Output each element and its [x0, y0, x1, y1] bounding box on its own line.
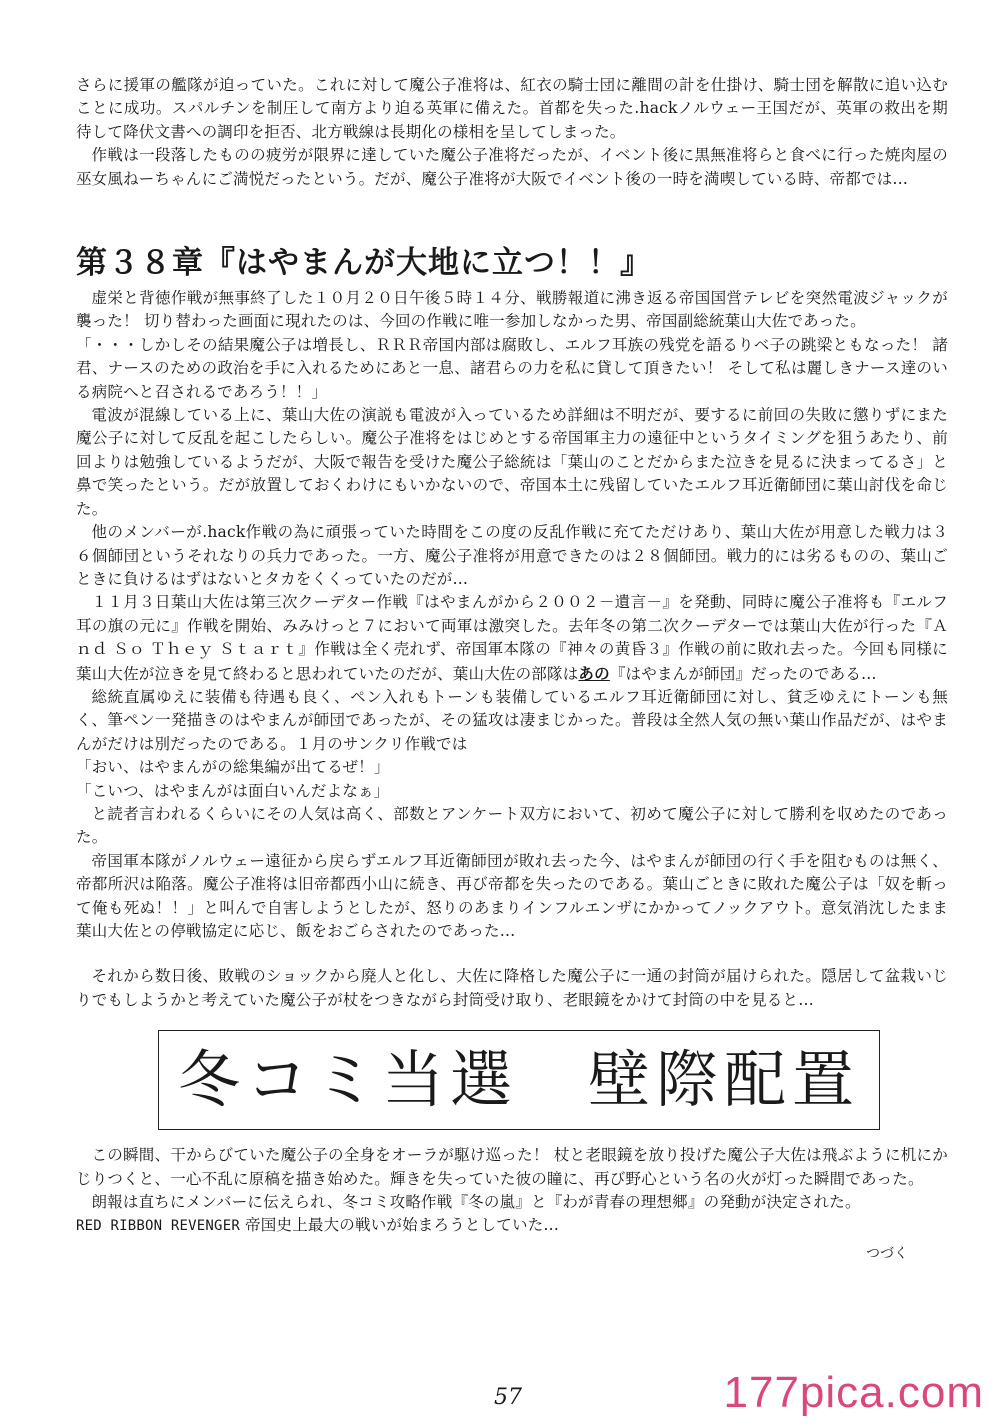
- to-be-continued: つづく: [866, 1245, 908, 1262]
- body-paragraph-2: 電波が混線している上に、葉山大佐の演説も電波が入っているため詳細は不明だが、要するに前回の失敗に懲りずにまた魔公子に対して反乱を起こしたらしい。魔公子准将をはじめとする帝国軍主力の遠征中というタイミングを狙うあたり、前回よりは勉強しているようだが、大阪で報告を受けた魔公子総統は「葉山のことだからまた泣きを見るに決まってるさ」と鼻で笑ったという。だが放置しておくわけにもいかないので、帝国本土に残留していたエルフ耳近衛師団に葉山討伐を命じた。: [76, 406, 948, 518]
- banner-text-right: 壁際配置: [588, 1043, 861, 1117]
- reader-quote-1: 「おい、はやまんがの総集編が出てるぜ！」: [76, 758, 390, 777]
- body-paragraph-4-text: １１月３日葉山大佐は第三次クーデター作戦『はやまんがから２００２－遺言－』を発動、同時に魔公子准将も『エルフ耳の旗の元に』作戦を開始、みみけっと７において両軍は激突した。去年冬の第二次クーデターでは葉山大佐が行った『Ａｎｄ Ｓｏ Ｔｈｅｙ Ｓｔａｒｔ』作戦は全く売れず、帝国軍本隊の『神々の黄昏３』作戦の前に敗れ去った。今回も同様に葉山大佐が泣きを見て終わると思われていたのだが、葉山大佐の部隊は: [76, 593, 948, 683]
- ending-paragraph-3-text: 帝国史上最大の戦いが始まろうとしていた…: [245, 1216, 560, 1235]
- body-paragraph-5: 総統直属ゆえに装備も待遇も良く、ペン入れもトーンも装備しているエルフ耳近衛師団に対し、貧乏ゆえにトーンも無く、筆ペン一発描きのはやまんが師団であったが、その猛攻は凄まじかった。普段は全然人気の無い葉山作品だが、はやまんがだけは別だったのである。１月のサンクリ作戦では: [76, 687, 948, 753]
- body-paragraph-8: それから数日後、敗戦のショックから廃人と化し、大佐に降格した魔公子に一通の封筒が届けられた。隠居して盆栽いじりでもしようかと考えていた魔公子が杖をつきながら封筒受け取り、老眼鏡をかけて封筒の中を見ると…: [76, 967, 948, 1009]
- ending-paragraph-2: 朗報は直ちにメンバーに伝えられ、冬コミ攻略作戦『冬の嵐』と『わが青春の理想郷』の発動が決定された。: [91, 1193, 861, 1212]
- page-number: 57: [494, 1385, 522, 1410]
- emphasis-ano: あの: [578, 663, 610, 683]
- intro-paragraph-1: さらに援軍の艦隊が迫っていた。これに対して魔公子准将は、紅衣の騎士団に離間の計を仕掛け、騎士団を解散に追い込むことに成功。スパルチンを制圧して南方より迫る英軍に備えた。首都を失った.hackノルウェー王国だが、英軍の救出を期待して降伏文書への調印を拒否、北方戦線は長期化の様相を呈してしまった。: [76, 76, 948, 141]
- ending-paragraph-3: [76, 1214, 948, 1238]
- ending-paragraph-1: この瞬間、干からびていた魔公子の全身をオーラが駆け巡った！ 杖と老眼鏡を放り投げた魔公子大佐は飛ぶように机にかじりつくと、一心不乱に原稿を描き始めた。輝きを失っていた彼の瞳に、再び野心という名の火が灯った瞬間であった。: [76, 1146, 948, 1188]
- banner-text-left: 冬コミ当選: [177, 1043, 518, 1117]
- site-watermark: 177pica.com: [723, 1368, 984, 1417]
- announcement-banner: [158, 1030, 880, 1130]
- body-paragraph-7: 帝国軍本隊がノルウェー遠征から戻らずエルフ耳近衛師団が敗れ去った今、はやまんが師団の行く手を阻むものは無く、帝都所沢は陥落。魔公子准将は旧帝都西小山に続き、再び帝都を失ったのである。葉山ごときに敗れた魔公子は「奴を斬って俺も死ぬ！！」と叫んで自害しようとしたが、怒りのあまりインフルエンザにかかってノックアウト。意気消沈したまま葉山大佐との停戦協定に応じ、飯をおごらされたのであった…: [76, 851, 948, 940]
- body-paragraph-4-end: 『はやまんが師団』だったのである…: [609, 664, 877, 683]
- chapter-title: 第３８章『はやまんが大地に立つ！！』: [76, 245, 652, 282]
- intro-paragraph-2: 作戦は一段落したものの疲労が限界に達していた魔公子准将だったが、イベント後に黒無准将らと食べに行った焼肉屋の巫女風ねーちゃんにご満悦だったという。だが、魔公子准将が大阪でイベント後の一時を満喫している時、帝都では…: [76, 146, 948, 188]
- reader-quote-2: 「こいつ、はやまんがは面白いんだよなぁ」: [76, 781, 390, 800]
- body-paragraph-1: 虚栄と背徳作戦が無事終了した１０月２０日午後５時１４分、戦勝報道に沸き返る帝国国営テレビを突然電波ジャックが襲った！ 切り替わった画面に現れたのは、今回の作戦に唯一参加しなかった男、帝国副総統葉山大佐であった。: [76, 289, 948, 331]
- body-paragraph-6: と読者言われるくらいにその人気は高く、部数とアンケート双方において、初めて魔公子に対して勝利を収めたのであった。: [76, 804, 948, 847]
- body-paragraph-4: [76, 591, 948, 686]
- document-page: [76, 74, 948, 1263]
- body-paragraph-3: 他のメンバーが.hack作戦の為に頑張っていた時間をこの度の反乱作戦に充てただけあり、葉山大佐が用意した戦力は３６個師団というそれなりの兵力であった。一方、魔公子准将が用意できたのは２８個師団。戦力的には劣るものの、葉山ごときに負けるはずはないとタカをくくっていたのだが…: [76, 523, 948, 588]
- speech-quote: 「・・・しかしその結果魔公子は増長し、ＲＲＲ帝国内部は腐敗し、エルフ耳族の残党を語るりベ子の跳梁ともなった！ 諸君、ナースのための政治を手に入れるためにあと一息、諸君らの力を私に貸して頂きたい！ そして私は麗しきナース達のいる病院へと召されるであろう！！」: [76, 335, 948, 401]
- empire-name: RED RIBBON REVENGER: [76, 1218, 240, 1235]
